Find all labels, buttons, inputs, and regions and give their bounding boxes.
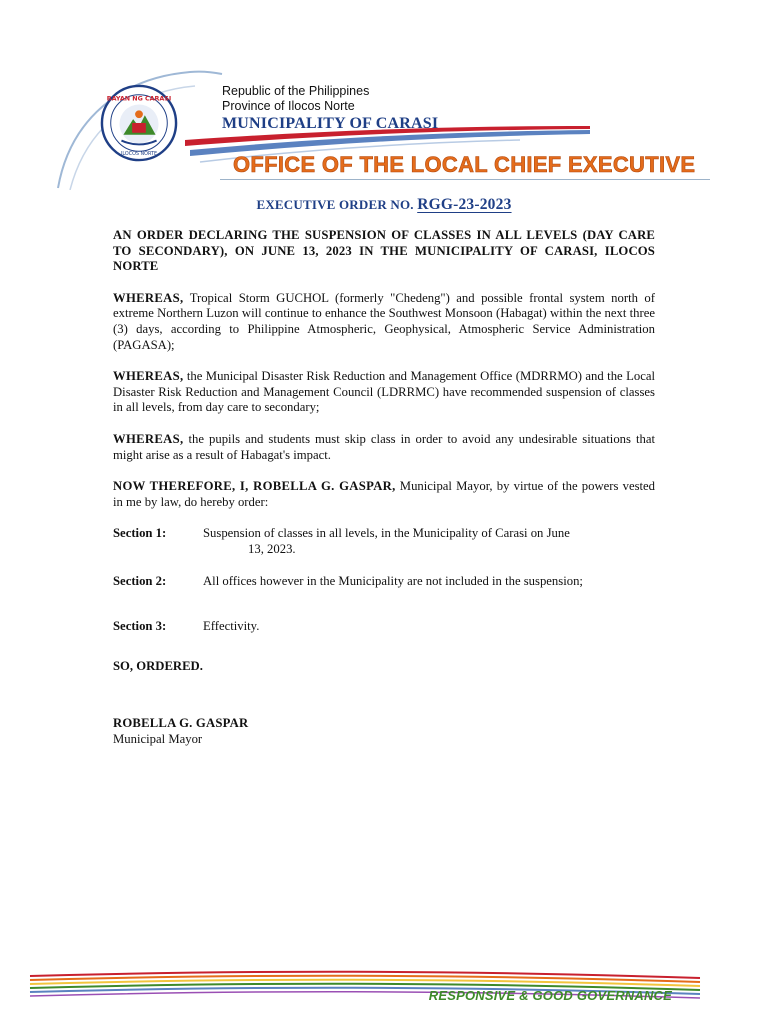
section-text-line: 13, 2023. (248, 541, 296, 556)
office-title: OFFICE OF THE LOCAL CHIEF EXECUTIVE (233, 152, 696, 177)
whereas-lead: WHEREAS, (113, 369, 184, 384)
whereas-clause-2 (113, 369, 655, 416)
header-divider (220, 179, 710, 180)
section-3 (113, 619, 655, 635)
svg-text:BAYAN NG CARASI: BAYAN NG CARASI (106, 95, 172, 103)
now-therefore-clause (113, 479, 655, 510)
now-therefore-lead: NOW THEREFORE, I, ROBELLA G. GASPAR, (113, 479, 396, 494)
executive-order-prefix: EXECUTIVE ORDER NO. (256, 197, 414, 212)
whereas-text: the pupils and students must skip class in order to avoid any undesirable situations that might arise as a result of Habagat's impact. (113, 431, 656, 462)
republic-line: Republic of the Philippines (222, 84, 370, 98)
province-line: Province of Ilocos Norte (222, 99, 355, 113)
section-text: All offices however in the Municipality are not included in the suspension; (203, 573, 583, 588)
signatory-name: ROBELLA G. GASPAR (113, 716, 249, 731)
municipal-seal-icon (100, 84, 178, 162)
executive-order-number: RGG-23-2023 (417, 196, 512, 213)
section-1 (113, 526, 655, 557)
order-title: AN ORDER DECLARING THE SUSPENSION OF CLASSES IN ALL LEVELS (DAY CARE TO SECONDARY), ON JUNE 13, 2023 IN THE MUNICIPALITY OF CARASI, ILOCOS NORTE (113, 228, 655, 274)
whereas-text: the Municipal Disaster Risk Reduction and Management Office (MDRRMO) and the Local Disaster Risk Reduction and Management Council (LDRRMC) have recommended suspension of classes in all levels, from day care to secondary; (113, 369, 656, 415)
closing-statement: SO, ORDERED. (113, 658, 203, 673)
svg-text:ILOCOS NORTE: ILOCOS NORTE (120, 151, 158, 158)
section-label: Section 1: (113, 526, 167, 541)
section-text: Effectivity. (203, 619, 260, 634)
section-text (203, 526, 655, 557)
municipality-name: MUNICIPALITY OF CARASI (222, 115, 439, 132)
whereas-clause-3 (113, 432, 655, 463)
executive-order-heading (0, 196, 768, 214)
footer-slogan: RESPONSIVE & GOOD GOVERNANCE (428, 988, 672, 1003)
section-label: Section 2: (113, 573, 167, 588)
section-label: Section 3: (113, 619, 167, 634)
now-therefore-text: Municipal Mayor, by virtue of the powers vested in me by law, do hereby order: (113, 479, 656, 509)
letterhead (0, 0, 768, 190)
whereas-lead: WHEREAS, (113, 431, 184, 446)
signatory-position: Municipal Mayor (113, 731, 203, 746)
section-text-line: Suspension of classes in all levels, in the Municipality of Carasi on June (203, 526, 570, 541)
section-2 (113, 574, 655, 590)
whereas-clause-1 (113, 291, 655, 353)
order-body (113, 228, 655, 747)
letterhead-text (222, 84, 438, 133)
whereas-lead: WHEREAS, (113, 290, 184, 305)
whereas-text: Tropical Storm GUCHOL (formerly "Chedeng") and possible frontal system north of extreme Northern Luzon will continue to enhance the Southwest Monsoon (Habagat) within the next three (3) days, according to Philippine Atmospheric, Geophysical, Atmospheric Service Administration (PAGASA); (113, 290, 655, 352)
